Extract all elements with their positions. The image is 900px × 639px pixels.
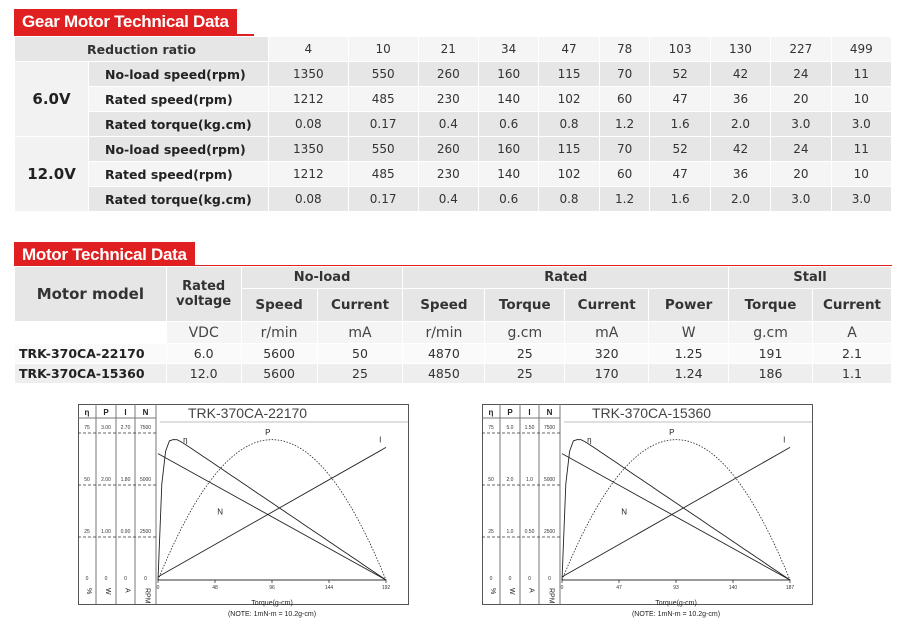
gear-value-cell: 230 bbox=[418, 162, 478, 187]
x-axis-label: Torque(g-cm) bbox=[251, 600, 293, 607]
scale-value: 3.00 bbox=[101, 425, 111, 431]
speed-label: N bbox=[217, 507, 224, 517]
gear-value-cell: 47 bbox=[650, 87, 710, 112]
scale-value: 1.00 bbox=[101, 529, 111, 535]
gear-value-cell: 3.0 bbox=[831, 112, 891, 137]
motor-value-cell: 1.1 bbox=[812, 364, 891, 384]
motor-value-cell: 186 bbox=[729, 364, 813, 384]
gear-value-cell: 0.4 bbox=[418, 112, 478, 137]
speed-label: N bbox=[621, 507, 628, 517]
gear-value-cell: 485 bbox=[348, 87, 418, 112]
efficiency-label: η bbox=[183, 435, 188, 445]
gear-value-cell: 0.08 bbox=[269, 112, 349, 137]
gear-value-cell: 1350 bbox=[269, 62, 349, 87]
gear-value-cell: 485 bbox=[348, 162, 418, 187]
x-tick-label: 0 bbox=[560, 585, 564, 591]
gear-value-cell: 102 bbox=[539, 87, 599, 112]
gear-value-cell: 36 bbox=[710, 87, 770, 112]
power-label: P bbox=[669, 427, 675, 437]
ratio-cell: 78 bbox=[599, 37, 650, 62]
scale-value: 0 bbox=[104, 576, 108, 582]
gear-value-cell: 42 bbox=[710, 62, 770, 87]
chart-frame bbox=[79, 405, 409, 605]
scale-value: 2.00 bbox=[101, 477, 111, 483]
motor-value-cell: 50 bbox=[317, 344, 403, 364]
scale-value: 1.80 bbox=[120, 477, 131, 483]
gear-value-cell: 11 bbox=[831, 62, 891, 87]
chart-frame bbox=[483, 405, 813, 605]
gear-row-label: No-load speed(rpm) bbox=[89, 137, 269, 162]
x-tick-label: 144 bbox=[324, 585, 334, 591]
chart-svg-1 bbox=[78, 404, 414, 622]
gear-row bbox=[15, 187, 892, 212]
axis-unit-label: % bbox=[489, 588, 496, 595]
scale-value: 0 bbox=[85, 576, 89, 582]
ratio-label: Reduction ratio bbox=[15, 37, 269, 62]
scale-value: 0.90 bbox=[120, 529, 131, 535]
gear-value-cell: 2.0 bbox=[710, 112, 770, 137]
gear-value-cell: 0.17 bbox=[348, 187, 418, 212]
scale-value: 7500 bbox=[543, 425, 556, 431]
scale-value: 2500 bbox=[139, 529, 152, 535]
chart-note: (NOTE: 1mN-m = 10.2g-cm) bbox=[227, 611, 317, 618]
scale-value: 5000 bbox=[543, 477, 556, 483]
gear-value-cell: 52 bbox=[650, 137, 710, 162]
gear-value-cell: 42 bbox=[710, 137, 770, 162]
gear-value-cell: 0.6 bbox=[479, 187, 539, 212]
gear-value-cell: 20 bbox=[771, 87, 831, 112]
unit-cell: r/min bbox=[403, 322, 485, 344]
motor-value-cell: 1.25 bbox=[649, 344, 729, 364]
voltage-label: 6.0V bbox=[15, 62, 89, 137]
unit-cell: g.cm bbox=[729, 322, 813, 344]
gear-value-cell: 0.4 bbox=[418, 187, 478, 212]
s-torque-header: Torque bbox=[729, 289, 813, 322]
rated-voltage-header: Rated voltage bbox=[166, 267, 241, 322]
x-tick-label: 93 bbox=[673, 585, 679, 591]
scale-value: 0.50 bbox=[524, 529, 535, 535]
gear-row-label: Rated torque(kg.cm) bbox=[89, 112, 269, 137]
column-header: N bbox=[546, 408, 553, 417]
axis-unit-label: W bbox=[508, 588, 515, 595]
scale-value: 1.0 bbox=[526, 477, 533, 483]
unit-cell: VDC bbox=[166, 322, 241, 344]
x-tick-label: 96 bbox=[269, 585, 275, 591]
units-blank bbox=[15, 322, 167, 344]
motor-value-cell: 6.0 bbox=[166, 344, 241, 364]
motor-value-cell: 4870 bbox=[403, 344, 485, 364]
gear-value-cell: 24 bbox=[771, 137, 831, 162]
gear-value-cell: 1.6 bbox=[650, 187, 710, 212]
x-tick-label: 48 bbox=[212, 585, 218, 591]
gear-value-cell: 160 bbox=[479, 137, 539, 162]
gear-value-cell: 70 bbox=[599, 62, 650, 87]
gear-value-cell: 0.8 bbox=[539, 187, 599, 212]
column-header: N bbox=[142, 408, 149, 417]
gear-value-cell: 160 bbox=[479, 62, 539, 87]
gear-value-cell: 115 bbox=[539, 137, 599, 162]
axis-unit-label: % bbox=[85, 588, 92, 595]
motor-row bbox=[15, 344, 892, 364]
axis-unit-label: A bbox=[527, 588, 535, 593]
scale-value: 50 bbox=[84, 477, 90, 483]
ratio-cell: 499 bbox=[831, 37, 891, 62]
voltage-label: 12.0V bbox=[15, 137, 89, 212]
scale-value: 75 bbox=[84, 425, 90, 431]
chart-title: TRK-370CA-15360 bbox=[592, 405, 712, 421]
x-tick-label: 192 bbox=[381, 585, 391, 591]
no-load-header: No-load bbox=[241, 267, 403, 289]
axis-unit-label: W bbox=[104, 588, 111, 595]
ratio-cell: 4 bbox=[269, 37, 349, 62]
gear-value-cell: 550 bbox=[348, 137, 418, 162]
scale-value: 0 bbox=[124, 576, 127, 582]
gear-row-label: No-load speed(rpm) bbox=[89, 62, 269, 87]
axis-unit-label: A bbox=[123, 588, 131, 593]
motor-row bbox=[15, 364, 892, 384]
scale-value: 0 bbox=[508, 576, 512, 582]
gear-value-cell: 115 bbox=[539, 62, 599, 87]
nl-current-header: Current bbox=[317, 289, 403, 322]
scale-value: 25 bbox=[488, 529, 494, 535]
ratio-cell: 10 bbox=[348, 37, 418, 62]
gear-row-label: Rated torque(kg.cm) bbox=[89, 187, 269, 212]
scale-value: 50 bbox=[488, 477, 494, 483]
gear-value-cell: 20 bbox=[771, 162, 831, 187]
scale-value: 5.0 bbox=[506, 425, 514, 431]
scale-value: 0 bbox=[489, 576, 493, 582]
motor-value-cell: 2.1 bbox=[812, 344, 891, 364]
unit-cell: r/min bbox=[241, 322, 317, 344]
gear-value-cell: 1212 bbox=[269, 162, 349, 187]
gear-value-cell: 0.8 bbox=[539, 112, 599, 137]
column-header: P bbox=[103, 408, 109, 417]
column-header: η bbox=[488, 408, 494, 417]
efficiency-label: η bbox=[587, 435, 592, 445]
gear-value-cell: 60 bbox=[599, 162, 650, 187]
gear-value-cell: 52 bbox=[650, 62, 710, 87]
gear-value-cell: 3.0 bbox=[771, 112, 831, 137]
scale-value: 7500 bbox=[139, 425, 152, 431]
scale-value: 5000 bbox=[139, 477, 152, 483]
r-current-header: Current bbox=[565, 289, 649, 322]
gear-value-cell: 3.0 bbox=[831, 187, 891, 212]
gear-value-cell: 102 bbox=[539, 162, 599, 187]
column-header: I bbox=[124, 408, 127, 417]
column-header: η bbox=[84, 408, 90, 417]
motor-value-cell: 170 bbox=[565, 364, 649, 384]
chart-note: (NOTE: 1mN-m = 10.2g-cm) bbox=[631, 611, 721, 618]
unit-cell: mA bbox=[317, 322, 403, 344]
motor-value-cell: 1.24 bbox=[649, 364, 729, 384]
ratio-cell: 227 bbox=[771, 37, 831, 62]
x-axis-label: Torque(g-cm) bbox=[655, 600, 697, 607]
nl-speed-header: Speed bbox=[241, 289, 317, 322]
ratio-cell: 103 bbox=[650, 37, 710, 62]
performance-chart-1 bbox=[78, 404, 414, 622]
gear-value-cell: 140 bbox=[479, 162, 539, 187]
motor-value-cell: 5600 bbox=[241, 344, 317, 364]
motor-value-cell: 4850 bbox=[403, 364, 485, 384]
motor-value-cell: 25 bbox=[485, 344, 565, 364]
motor-section-title: Motor Technical Data bbox=[14, 242, 195, 268]
scale-value: 0 bbox=[528, 576, 531, 582]
scale-value: 2.70 bbox=[120, 425, 131, 431]
scale-value: 0 bbox=[548, 576, 551, 582]
gear-value-cell: 1.2 bbox=[599, 112, 650, 137]
x-tick-label: 0 bbox=[156, 585, 160, 591]
model-header: Motor model bbox=[15, 267, 167, 322]
gear-value-cell: 260 bbox=[418, 62, 478, 87]
gear-value-cell: 1212 bbox=[269, 87, 349, 112]
column-header: P bbox=[507, 408, 513, 417]
x-tick-label: 187 bbox=[785, 585, 795, 591]
scale-value: 1.50 bbox=[524, 425, 535, 431]
motor-value-cell: 12.0 bbox=[166, 364, 241, 384]
gear-value-cell: 1350 bbox=[269, 137, 349, 162]
scale-value: 2500 bbox=[543, 529, 556, 535]
gear-table-body bbox=[15, 62, 892, 212]
motor-value-cell: 191 bbox=[729, 344, 813, 364]
ratio-cell: 130 bbox=[710, 37, 770, 62]
motor-value-cell: 5600 bbox=[241, 364, 317, 384]
scale-value: 25 bbox=[84, 529, 90, 535]
gear-value-cell: 11 bbox=[831, 137, 891, 162]
motor-data-table bbox=[14, 266, 892, 384]
ratio-header-row bbox=[15, 37, 892, 62]
gear-row-label: Rated speed(rpm) bbox=[89, 162, 269, 187]
gear-row bbox=[15, 87, 892, 112]
gear-value-cell: 60 bbox=[599, 87, 650, 112]
gear-value-cell: 550 bbox=[348, 62, 418, 87]
axis-unit-label: RPM bbox=[547, 588, 555, 604]
current-label: I bbox=[783, 435, 786, 445]
gear-data-table bbox=[14, 36, 892, 212]
gear-row-label: Rated speed(rpm) bbox=[89, 87, 269, 112]
motor-model-cell: TRK-370CA-22170 bbox=[15, 344, 167, 364]
s-current-header: Current bbox=[812, 289, 891, 322]
gear-row bbox=[15, 112, 892, 137]
gear-value-cell: 47 bbox=[650, 162, 710, 187]
motor-value-cell: 320 bbox=[565, 344, 649, 364]
gear-value-cell: 24 bbox=[771, 62, 831, 87]
r-speed-header: Speed bbox=[403, 289, 485, 322]
scale-value: 0 bbox=[144, 576, 147, 582]
unit-cell: g.cm bbox=[485, 322, 565, 344]
unit-cell: W bbox=[649, 322, 729, 344]
motor-table-body bbox=[15, 344, 892, 384]
gear-value-cell: 1.6 bbox=[650, 112, 710, 137]
power-label: P bbox=[265, 427, 271, 437]
scale-value: 75 bbox=[488, 425, 494, 431]
gear-value-cell: 10 bbox=[831, 87, 891, 112]
rated-header: Rated bbox=[403, 267, 729, 289]
chart-svg-2 bbox=[482, 404, 818, 622]
motor-units-row bbox=[15, 322, 892, 344]
chart-title: TRK-370CA-22170 bbox=[188, 405, 308, 421]
r-power-header: Power bbox=[649, 289, 729, 322]
gear-value-cell: 1.2 bbox=[599, 187, 650, 212]
gear-row bbox=[15, 62, 892, 87]
gear-row bbox=[15, 137, 892, 162]
axis-unit-label: RPM bbox=[143, 588, 151, 604]
performance-chart-2 bbox=[482, 404, 818, 622]
gear-value-cell: 230 bbox=[418, 87, 478, 112]
ratio-cell: 34 bbox=[479, 37, 539, 62]
motor-value-cell: 25 bbox=[317, 364, 403, 384]
motor-header-row-1 bbox=[15, 267, 892, 289]
unit-cell: A bbox=[812, 322, 891, 344]
gear-value-cell: 3.0 bbox=[771, 187, 831, 212]
x-tick-label: 140 bbox=[728, 585, 738, 591]
gear-value-cell: 10 bbox=[831, 162, 891, 187]
current-label: I bbox=[379, 435, 382, 445]
gear-value-cell: 0.6 bbox=[479, 112, 539, 137]
x-tick-label: 47 bbox=[616, 585, 622, 591]
gear-value-cell: 0.08 bbox=[269, 187, 349, 212]
scale-value: 2.0 bbox=[506, 477, 514, 483]
ratio-cell: 21 bbox=[418, 37, 478, 62]
motor-model-cell: TRK-370CA-15360 bbox=[15, 364, 167, 384]
unit-cell: mA bbox=[565, 322, 649, 344]
gear-value-cell: 36 bbox=[710, 162, 770, 187]
gear-value-cell: 140 bbox=[479, 87, 539, 112]
gear-value-cell: 0.17 bbox=[348, 112, 418, 137]
ratio-cell: 47 bbox=[539, 37, 599, 62]
gear-row bbox=[15, 162, 892, 187]
column-header: I bbox=[528, 408, 531, 417]
gear-value-cell: 2.0 bbox=[710, 187, 770, 212]
scale-value: 1.0 bbox=[506, 529, 514, 535]
motor-value-cell: 25 bbox=[485, 364, 565, 384]
gear-value-cell: 70 bbox=[599, 137, 650, 162]
gear-section-title: Gear Motor Technical Data bbox=[14, 9, 237, 35]
stall-header: Stall bbox=[729, 267, 892, 289]
r-torque-header: Torque bbox=[485, 289, 565, 322]
gear-value-cell: 260 bbox=[418, 137, 478, 162]
